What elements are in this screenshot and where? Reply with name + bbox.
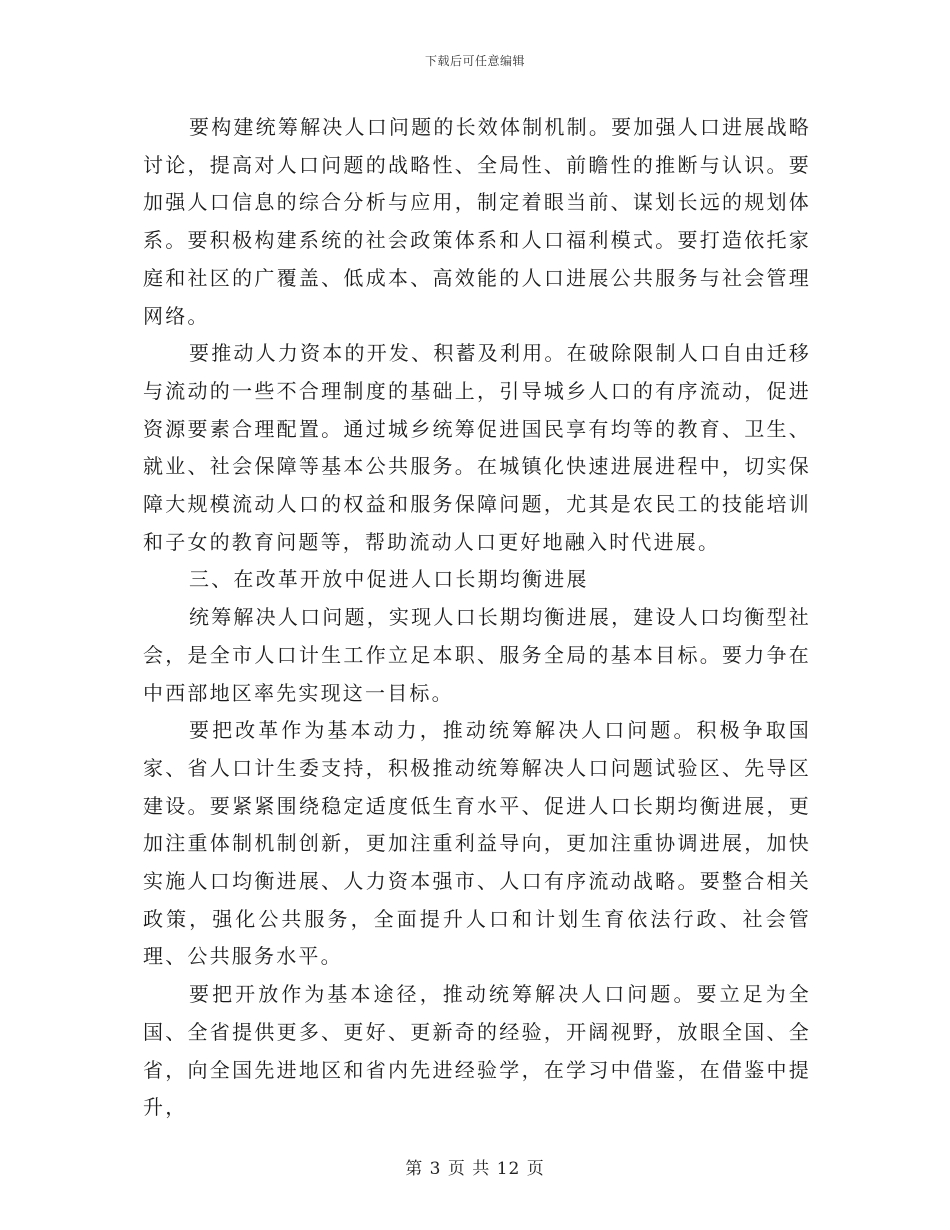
paragraph-human-capital: 要推动人力资本的开发、积蓄及利用。在破除限制人口自由迁移与流动的一些不合理制度的基础上，引导城乡人口的有序流动，促进资源要素合理配置。通过城乡统筹促进国民享有均等的教育、卫生、就业、社会保障等基本公共服务。在城镇化快速进展进程中，切实保障大规模流动人口的权益和服务保障问题，尤其是农民工的技能培训和子女的教育问题等，帮助流动人口更好地融入时代进展。 <box>143 341 811 554</box>
document-body <box>143 109 811 1127</box>
paragraph-opening-path: 要把开放作为基本途径，推动统筹解决人口问题。要立足为全国、全省提供更多、更好、更新奇的经验，开阔视野，放眼全国、全省，向全国先进地区和省内先进经验学，在学习中借鉴，在借鉴中提升， <box>143 982 811 1120</box>
paragraph-long-term-mechanism: 要构建统筹解决人口问题的长效体制机制。要加强人口进展战略讨论，提高对人口问题的战略性、全局性、前瞻性的推断与认识。要加强人口信息的综合分析与应用，制定着眼当前、谋划长远的规划体系。要积极构建系统的社会政策体系和人口福利模式。要打造依托家庭和社区的广覆盖、低成本、高效能的人口进展公共服务与社会管理网络。 <box>143 115 811 328</box>
section-heading-reform-opening: 三、在改革开放中促进人口长期均衡进展 <box>189 567 589 592</box>
page-header: 下载后可任意编辑 <box>424 54 525 68</box>
paragraph-reform-driver: 要把改革作为基本动力，推动统筹解决人口问题。积极争取国家、省人口计生委支持，积极推动统筹解决人口问题试验区、先导区建设。要紧紧围绕稳定适度低生育水平、促进人口长期均衡进展，更加注重体制机制创新，更加注重利益导向，更加注重协调进展，加快实施人口均衡进展、人力资本强市、人口有序流动战略。要整合相关政策，强化公共服务，全面提升人口和计划生育依法行政、社会管理、公共服务水平。 <box>143 718 811 969</box>
paragraph-basic-goal: 统筹解决人口问题，实现人口长期均衡进展，建设人口均衡型社会，是全市人口计生工作立足本职、服务全局的基本目标。要力争在中西部地区率先实现这一目标。 <box>143 605 811 705</box>
page-number: 第 3 页 共 12 页 <box>405 1159 545 1179</box>
